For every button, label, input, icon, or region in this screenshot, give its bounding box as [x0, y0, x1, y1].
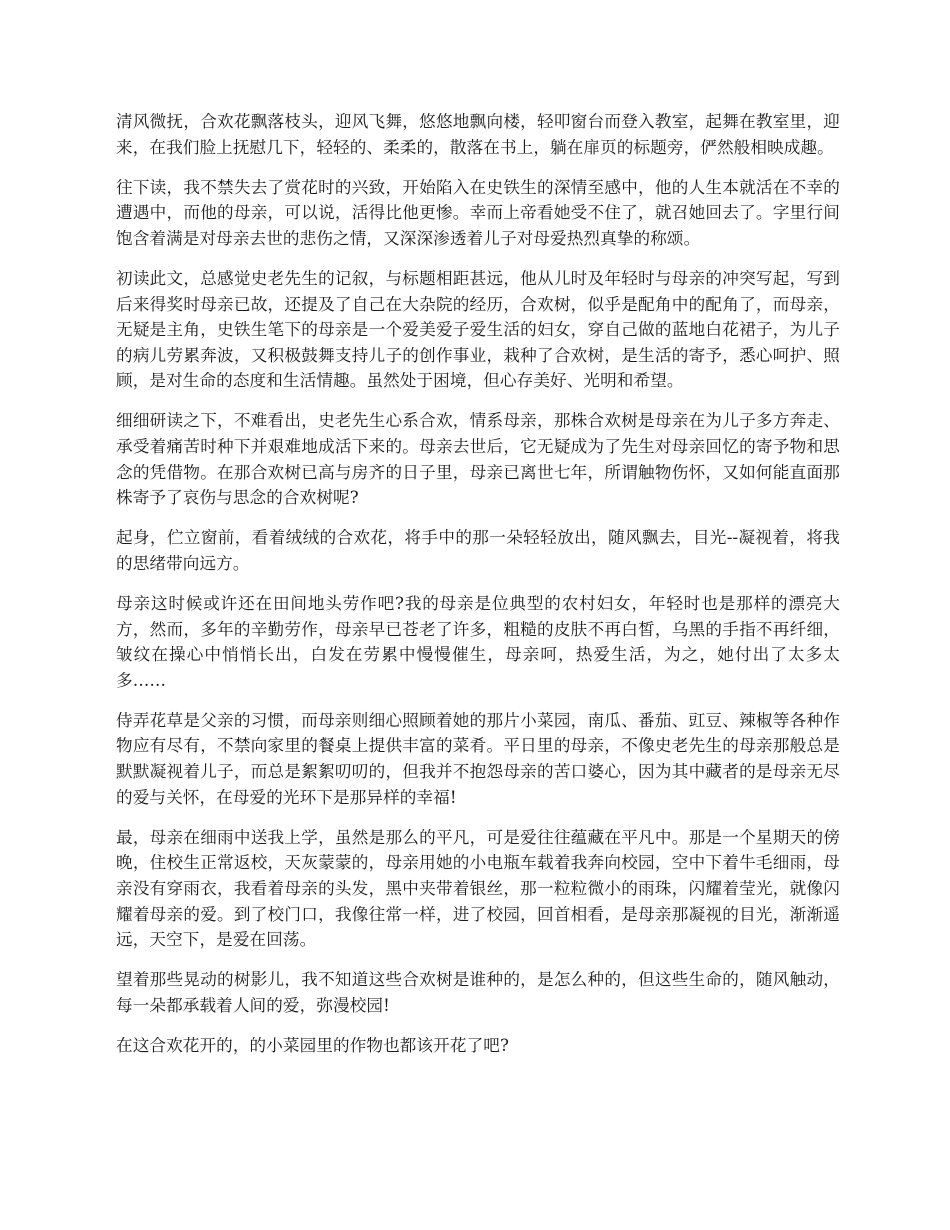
paragraph-8: 最，母亲在细雨中送我上学，虽然是那么的平凡，可是爱往往蕴藏在平凡中。那是一个星期天的傍晚，住校生正常返校，天灰蒙蒙的，母亲用她的小电瓶车载着我奔向校园，空中下着牛毛细雨，母亲没有穿雨衣，我看着母亲的头发，黑中夹带着银丝，那一粒粒微小的雨珠，闪耀着莹光，就像闪耀着母亲的爱。到了校门口，我像往常一样，进了校园，回首相看，是母亲那凝视的目光，渐渐遥远，天空下，是爱在回荡。 [116, 827, 840, 950]
paragraph-2: 往下读，我不禁失去了赏花时的兴致，开始陷入在史铁生的深情至感中，他的人生本就活在不幸的遭遇中，而他的母亲，可以说，活得比他更惨。幸而上帝看她受不住了，就召她回去了。字里行间饱含着满是对母亲去世的悲伤之情，又深深渗透着儿子对母爱热烈真挚的称颂。 [116, 177, 840, 248]
paragraph-5: 起身，伫立窗前，看着绒绒的合欢花，将手中的那一朵轻轻放出，随风飘去，目光--凝视着，将我的思绪带向远方。 [116, 528, 840, 573]
paragraph-7: 侍弄花草是父亲的习惯，而母亲则细心照顾着她的那片小菜园，南瓜、番茄、豇豆、辣椒等各种作物应有尽有，不禁向家里的餐桌上提供丰富的菜肴。平日里的母亲，不像史老先生的母亲那般总是默默凝视着儿子，而总是絮絮叨叨的，但我并不抱怨母亲的苦口婆心，因为其中藏者的是母亲无尽的爱与关怀，在母爱的光环下是那异样的幸福! [116, 710, 840, 807]
essay-body [116, 109, 840, 1059]
paragraph-4: 细细研读之下，不难看出，史老先生心系合欢，情系母亲，那株合欢树是母亲在为儿子多方奔走、承受着痛苦时种下并艰难地成活下来的。母亲去世后，它无疑成为了先生对母亲回忆的寄予物和思念的凭借物。在那合欢树已高与房齐的日子里，母亲已离世七年，所谓触物伤怀，又如何能直面那株寄予了哀伤与思念的合欢树呢? [116, 411, 840, 508]
paragraph-3: 初读此文，总感觉史老先生的记叙，与标题相距甚远，他从儿时及年轻时与母亲的冲突写起，写到后来得奖时母亲已故，还提及了自己在大杂院的经历，合欢树，似乎是配角中的配角了，而母亲，无疑是主角，史铁生笔下的母亲是一个爱美爱子爱生活的妇女，穿自己做的蓝地白花裙子，为儿子的病儿劳累奔波，又积极鼓舞支持儿子的创作事业，栽种了合欢树，是生活的寄予，悉心呵护、照顾，是对生命的态度和生活情趣。虽然处于困境，但心存美好、光明和希望。 [116, 268, 840, 391]
paragraph-6: 母亲这时候或许还在田间地头劳作吧?我的母亲是位典型的农村妇女，年轻时也是那样的漂亮大方，然而，多年的辛勤劳作，母亲早已苍老了许多，粗糙的皮肤不再白皙，乌黑的手指不再纤细，皱纹在操心中悄悄长出，白发在劳累中慢慢催生，母亲呵，热爱生活，为之，她付出了太多太多…… [116, 594, 840, 690]
paragraph-1: 清风微抚，合欢花飘落枝头，迎风飞舞，悠悠地飘向楼，轻叩窗台而登入教室，起舞在教室里，迎来，在我们脸上抚慰几下，轻轻的、柔柔的，散落在书上，躺在扉页的标题旁，俨然般相映成趣。 [116, 112, 840, 157]
paragraph-10: 在这合欢花开的，的小菜园里的作物也都该开花了吧? [116, 1035, 509, 1055]
paragraph-9: 望着那些晃动的树影儿，我不知道这些合欢树是谁种的，是怎么种的，但这些生命的，随风触动，每一朵都承载着人间的爱，弥漫校园! [116, 970, 840, 1015]
